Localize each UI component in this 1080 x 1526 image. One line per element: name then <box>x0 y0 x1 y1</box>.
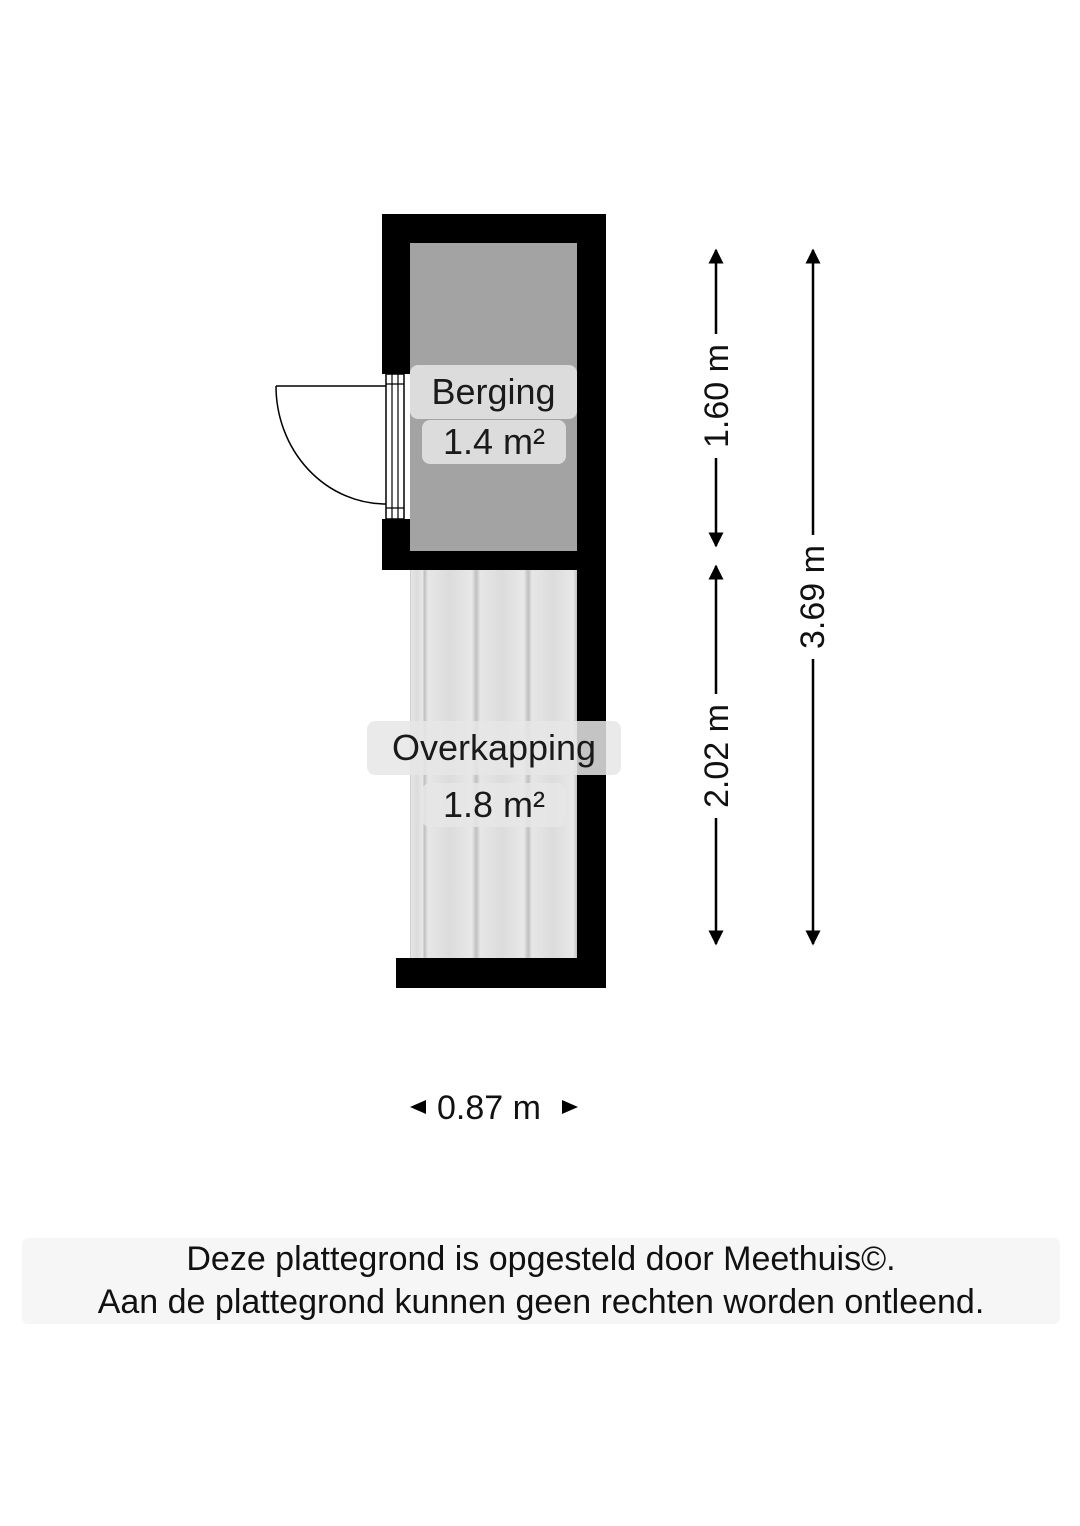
disclaimer-line-2: Aan de plattegrond kunnen geen rechten worden ontleend. <box>97 1283 985 1321</box>
room-name-berging: Berging <box>410 365 577 419</box>
dim-label-overkapping: 2.02 m <box>700 694 734 818</box>
disclaimer <box>22 1238 1060 1324</box>
room-area-overkapping: 1.8 m² <box>422 783 566 827</box>
room-name-overkapping: Overkapping <box>367 721 621 775</box>
dim-label-width: 0.87 m <box>437 1089 541 1127</box>
room-area-berging: 1.4 m² <box>422 420 566 464</box>
arrow-left-icon <box>410 1100 426 1114</box>
dim-label-berging: 1.60 m <box>700 334 734 458</box>
arrow-right-icon <box>562 1100 578 1114</box>
disclaimer-line-1: Deze plattegrond is opgesteld door Meethuis©. <box>186 1240 896 1278</box>
dim-label-total: 3.69 m <box>796 535 830 659</box>
door <box>276 374 404 519</box>
